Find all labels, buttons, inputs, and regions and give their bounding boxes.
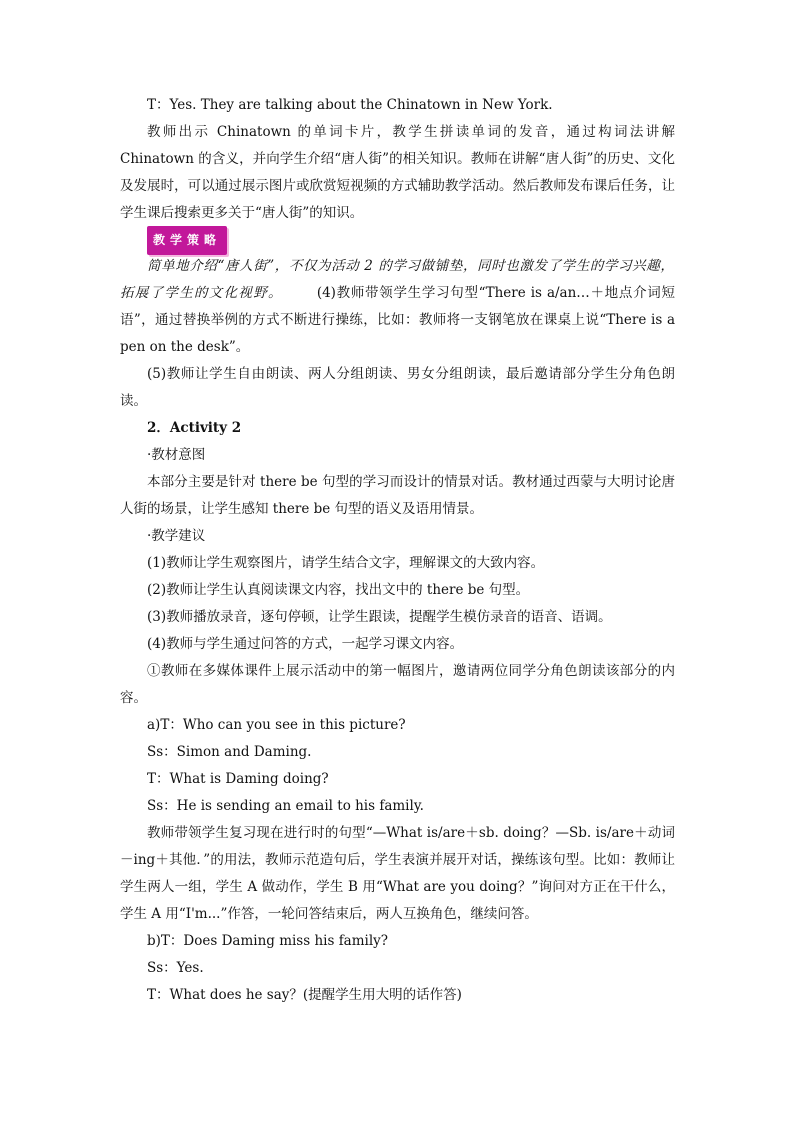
mixed-paragraph xyxy=(120,280,675,361)
dialogue-line: a)T：Who can you see in this picture? xyxy=(147,717,406,733)
list-item: (1)教师让学生观察图片，请学生结合文字，理解课文的大致内容。 xyxy=(147,555,545,571)
sub-heading: ·教材意图 xyxy=(147,447,206,463)
dialogue-line: T：What is Daming doing? xyxy=(147,771,329,787)
sub-heading: ·教学建议 xyxy=(147,528,206,544)
strategy-badge: 教学策略 xyxy=(147,226,227,255)
list-item: ①教师在多媒体课件上展示活动中的第一幅图片，邀请两位同学分角色朗读该部分的内容。 xyxy=(120,663,675,706)
paragraph: 教师带领学生复习现在进行时的句型“—What is/are＋sb. doing？—Sb. is/are＋动词－ing＋其他．”的用法，教师示范造句后，学生表演并展开对话，操练该句型。比如：教师让学生两人一组，学生 A 做动作，学生 B 用“What are you doing？”询问对方正在干什么，学生 A 用“I'm...”作答，一轮问答结束后，两人互换角色，继续问答。 xyxy=(120,825,675,922)
dialogue-line: Ss：Simon and Daming. xyxy=(147,744,312,760)
paragraph: (5)教师让学生自由朗读、两人分组朗读、男女分组朗读，最后邀请部分学生分角色朗读。 xyxy=(120,366,675,409)
list-item: (3)教师播放录音，逐句停顿，让学生跟读，提醒学生模仿录音的语音、语调。 xyxy=(147,609,612,625)
document-body xyxy=(120,92,675,1009)
paragraph: 本部分主要是针对 there be 句型的学习而设计的情景对话。教材通过西蒙与大明讨论唐人街的场景，让学生感知 there be 句型的语义及语用情景。 xyxy=(120,474,675,517)
dialogue-line: Ss：He is sending an email to his family. xyxy=(147,798,424,814)
list-item: (2)教师让学生认真阅读课文内容，找出文中的 there be 句型。 xyxy=(147,582,530,598)
dialogue-line: T：What does he say？(提醒学生用大明的话作答) xyxy=(147,987,462,1003)
paragraph: 教师出示 Chinatown 的单词卡片，教学生拼读单词的发音，通过构词法讲解 Chinatown 的含义，并向学生介绍“唐人街”的相关知识。教师在讲解“唐人街”的历史、文化及发展时，可以通过展示图片或欣赏短视频的方式辅助教学活动。然后教师发布课后任务，让学生课后搜索更多关于“唐人街”的知识。 xyxy=(120,124,675,221)
section-heading: 2．Activity 2 xyxy=(147,420,242,436)
dialogue-line: b)T：Does Daming miss his family? xyxy=(147,933,389,949)
strategy-badge-row xyxy=(120,227,675,253)
strategy-note-line: 简单地介绍“唐人街”，不仅为活动 2 的学习做铺垫，同时也激发了学生的学习兴趣， xyxy=(147,258,675,274)
dialogue-line: Ss：Yes. xyxy=(147,960,204,976)
dialogue-line: T：Yes. They are talking about the Chinatown in New York. xyxy=(147,97,553,113)
paragraph-text: (4)教师带领学生学习句型“There is a/an…＋地点介词短语”，通过替换举例的方式不断进行操练，比如：教师将一支钢笔放在课桌上说“There is a pen on the desk”。 xyxy=(120,285,675,355)
strategy-note-line: 拓展了学生的文化视野。 xyxy=(120,285,283,301)
list-item: (4)教师与学生通过问答的方式，一起学习课文内容。 xyxy=(147,636,464,652)
